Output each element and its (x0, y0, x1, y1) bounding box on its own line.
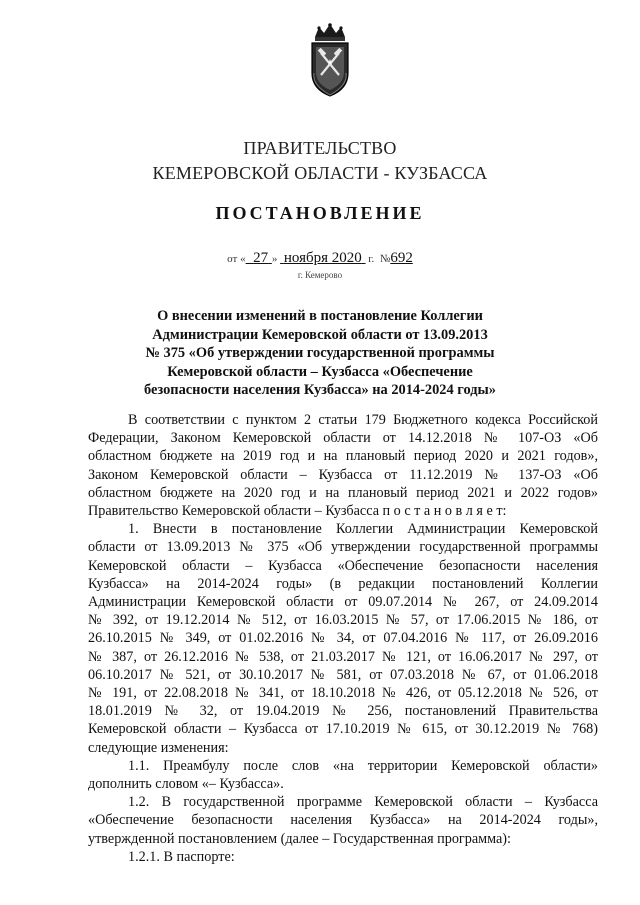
body-line: № 387, от 26.12.2016 № 538, от 21.03.2017 № 121, от 16.06.2017 № 297, от (88, 648, 598, 665)
body-line: 06.10.2017 № 521, от 30.10.2017 № 581, от 07.03.2018 № 67, от 01.06.2018 (88, 666, 598, 683)
title-line: О внесении изменений в постановление Коллегии (157, 308, 483, 324)
body-line: областном бюджете на 2019 год и на плановый период 2020 и 2021 годов», (88, 448, 598, 465)
decree-day: 27 (253, 250, 269, 266)
date-prefix: от « (227, 253, 246, 265)
body-line: № 191, от 22.08.2018 № 341, от 18.10.2018 № 426, от 05.12.2018 № 526, от (88, 685, 598, 702)
body-line: 1.2. В государственной программе Кемеровской области – Кузбасса (128, 794, 598, 811)
body-line: следующие изменения: (88, 739, 229, 756)
government-title-line1: ПРАВИТЕЛЬСТВО (243, 138, 397, 158)
body-line: области от 13.09.2013 № 375 «Об утверждении государственной программы (88, 539, 598, 556)
body-line: Правительство Кемеровской области – Кузбасса п о с т а н о в л я е т: (88, 503, 507, 520)
body-line: № 392, от 19.12.2014 № 512, от 16.03.2015 № 57, от 17.06.2015 № 186, от (88, 612, 598, 629)
body-line: утвержденной постановлением (далее – Государственная программа): (88, 830, 511, 847)
decree-title (90, 307, 550, 400)
title-line: № 375 «Об утверждении государственной программы (145, 345, 495, 361)
year-suffix: г. (368, 253, 375, 265)
title-line: Кемеровской области – Кузбасса «Обеспечение (167, 363, 473, 380)
body-line: Законом Кемеровской области – Кузбасса от 11.12.2019 № 137-ОЗ «Об (88, 466, 598, 483)
decree-dateline (0, 250, 640, 267)
body-line: 1. Внести в постановление Коллегии Администрации Кемеровской (128, 521, 598, 538)
body-line: Администрации Кемеровской области от 09.07.2014 № 267, от 24.09.2014 (88, 594, 598, 611)
body-line: 26.10.2015 № 349, от 01.02.2016 № 34, от 07.04.2016 № 117, от 26.09.2016 (88, 630, 598, 647)
body-line: Федерации, Законом Кемеровской области от 14.12.2018 № 107-ОЗ «Об (88, 430, 598, 447)
decree-body (88, 411, 598, 866)
body-line: 1.1. Преамбулу после слов «на территории Кемеровской области» (128, 757, 598, 774)
body-line: Кузбасса» на 2014-2024 годы» (в редакции постановлений Коллегии (88, 575, 598, 592)
number-prefix: № (379, 253, 391, 265)
body-line: 18.01.2019 № 32, от 19.04.2019 № 256, постановлений Правительства (88, 703, 598, 720)
title-line: безопасности населения Кузбасса» на 2014-2024 годы» (144, 382, 496, 398)
government-title-line2: КЕМЕРОВСКОЙ ОБЛАСТИ - КУЗБАССА (152, 163, 488, 183)
body-line: Кемеровской области – Кузбасса «Обеспечение безопасности населения (88, 557, 598, 574)
decree-city: г. Кемерово (297, 270, 343, 280)
body-line: В соответствии с пунктом 2 статьи 179 Бюджетного кодекса Российской (128, 412, 598, 428)
date-close: » (271, 253, 278, 265)
body-line: 1.2.1. В паспорте: (128, 848, 235, 865)
decree-heading: ПОСТАНОВЛЕНИЕ (215, 203, 425, 223)
decree-month-year: ноября 2020 (283, 250, 362, 266)
body-line: дополнить словом «– Кузбасса». (88, 776, 284, 793)
body-line: «Обеспечение безопасности населения Кузбасса» на 2014-2024 годы», (88, 812, 598, 829)
decree-number: 692 (390, 250, 413, 266)
body-line: Кемеровской области – Кузбасса от 17.10.2019 № 615, от 30.12.2019 № 768) (88, 721, 598, 738)
coat-of-arms-icon (307, 23, 353, 99)
body-line: областном бюджете на 2020 год и на плановый период 2021 и 2022 годов» (88, 484, 598, 501)
title-line: Администрации Кемеровской области от 13.09.2013 (152, 326, 488, 343)
